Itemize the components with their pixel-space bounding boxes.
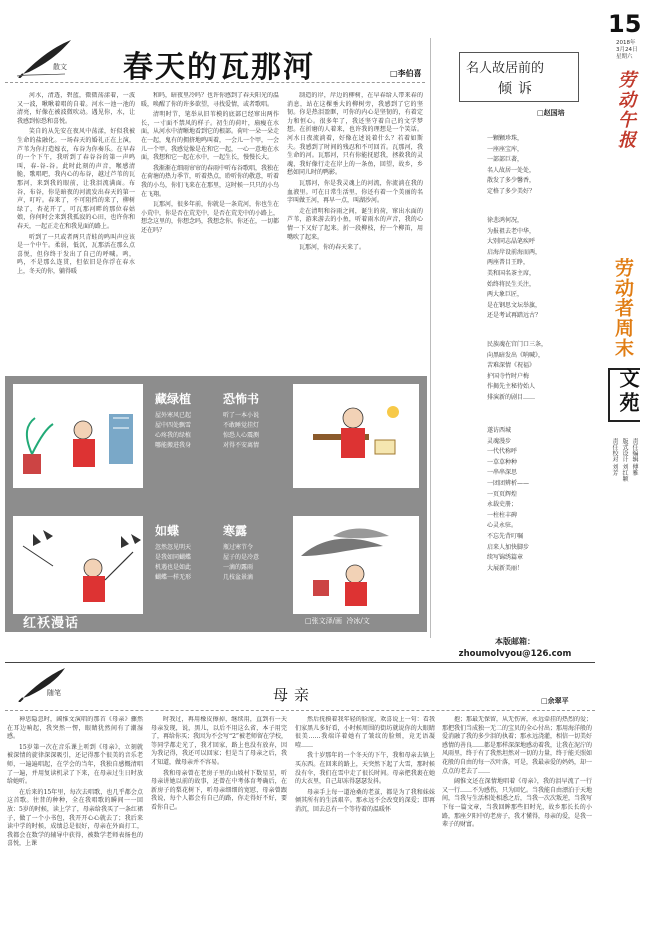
- comic-line: 是我如同蝴蝶: [155, 554, 192, 561]
- paragraph: 清明时节，笔举从旧苇模的底部已经窜出两作长，一寸面不禁风的样子。初生的荷叶，扇瘦在水面，从河水中清晰地看到它的根部。荷叶一朵一朵走在一起，鬼有的拥挤地鸣叫着，一会儿一个甲，一会儿一个甲。我感觉像是在和它一起，一心一意地在水面，我想和它一起在水中，一起生长，慢慢长大。: [141, 111, 279, 162]
- comic-line: 心疼我的绿植: [155, 432, 192, 439]
- comic-line: 一滴的露雨: [223, 564, 254, 571]
- article2-header: [5, 664, 595, 708]
- poem-line: 大别同志晶笔疾呼: [487, 238, 536, 246]
- poem-line: 是在钢思文坛举旗，: [487, 301, 542, 309]
- comic-panel-2: [293, 384, 419, 488]
- poem-line: 大展新美丽！: [487, 564, 524, 572]
- mailbox-email[interactable]: zhoumolvyou@126.com: [458, 649, 572, 659]
- poem-line: 启海岸设前海而两，: [487, 248, 542, 256]
- article1-column-2: [141, 92, 279, 370]
- cartoon-plant-icon: [13, 384, 143, 488]
- comic-line: 瓶过寒节令: [223, 544, 254, 551]
- comic-line: 不敢睡觉挂灯: [223, 422, 260, 429]
- poem-line: 两大象巨匠，: [487, 291, 524, 299]
- poem-line: 美和国名茶主席，: [487, 269, 536, 277]
- poem-line: 一代代称呼: [487, 448, 518, 456]
- cartoon-reading-icon: [293, 384, 419, 488]
- poem-line: 续写锦绣篇章: [487, 554, 524, 562]
- comic-line: 忽然忽见明天: [155, 544, 192, 551]
- section-sub: 文苑: [616, 368, 640, 416]
- poem-line: 护国寺竹时户梅: [487, 372, 530, 380]
- paragraph: 在后来的15年里，每次去唱歌，也几乎都会点这首歌。往昔的种种，全在我唱歌的瞬间一一回放：5岁的时候，读上学了，母亲给我买了一条红裙子，做了一个小书包，我开开心心就去了；我后来读中学的时候，成绩总是很好，母亲在外面打工，我都会在数学的辅导中获得，被数学老师表扬也的喜悦，上课: [7, 788, 143, 848]
- poem-line: 民族魂在宫门口三条，: [487, 341, 548, 348]
- mailbox: [440, 636, 590, 659]
- paragraph: 我渐渐在细雨帘帘的春雨中听布谷歌唱，我独在在荷塘的热力季节，听着热点，聆听你的敬意，听着我的小鸟，你们飞来在在那里，这时候一只只的小鸟在飞翔。: [141, 164, 279, 198]
- sidebar-title-bottom: 倾诉: [498, 81, 538, 97]
- paragraph: 听到了一只或者两只青蛙的鸣叫声应该是一个中午。柔弱，低沉，瓦那活在那么点喜悦，但你终于发出了自己的呼喊。鸣，鸣，不是那么连贯，但依旧是你浮在春水上，冬天的你，躺得暖: [17, 233, 135, 275]
- comic-line: 屋子的是冷意: [223, 554, 260, 561]
- masthead: [596, 0, 652, 943]
- poem-line: 一座座宝库，: [487, 145, 524, 153]
- paragraph: 然后抚摸着我年轻的脸庞，欢喜说上一句：看我们家黑儿多好看，小时候周围的街坊就说你的大眼睛很美……我端详着她有了皱纹的脸颊，竟无语凝噎……: [295, 716, 435, 749]
- comic-panel-3: [13, 516, 143, 614]
- weekday: 星期六: [616, 54, 633, 60]
- article1-header: [5, 38, 425, 84]
- date-year: 2018年: [616, 40, 636, 46]
- comic-title: 恐怖书: [223, 392, 260, 406]
- poem-line: 一串串深思: [487, 469, 518, 477]
- poem-line: 定格了多少美好？: [487, 187, 536, 195]
- sidebar-poem-box: [430, 38, 593, 638]
- comic-line: 听了一本小说: [223, 412, 260, 419]
- poem-line: 启来人加快脚步: [487, 543, 530, 551]
- comic-title: 藏绿植: [155, 392, 192, 406]
- poem-line: 苦难深情《祝福》: [487, 362, 536, 370]
- poem-line: 一柱柱丰碑: [487, 511, 518, 519]
- paragraph: 瓦那河，你是我灵魂上的河流，你流淌在我的血液里。可在日常生活里，你还有着一个美丽的名字叫做王河，再早一点，叫湖沙河。: [287, 179, 423, 205]
- poem-line: 名人故居一处处，: [487, 166, 536, 174]
- poem-line: 一草草种种: [487, 458, 518, 466]
- comic-title: 如蝶: [155, 524, 180, 538]
- poem-line: 两座普目王睁，: [487, 259, 530, 267]
- credit-1: 责任编辑 傅雅: [631, 438, 638, 476]
- paragraph: 神思隐忽时，阔惟文演唱的那首《母亲》骤然在耳边响起，我突然一愣，眼睛犹然间有了潮湿感。: [7, 716, 143, 741]
- paragraph: 15岁第一次在音乐课上听到《母亲》，立刻就被深情的旋律深深吸引，还记得那个很美的音乐老师，一遍遍唱起，在学会的当年，我独自感慨清唱了一遍，并用复读机录了下来，在母亲过生日时放给她听。: [7, 743, 143, 786]
- poem-line: 不忘先背叮嘱: [487, 532, 524, 540]
- credit-2: 版式设计 刘红颖: [621, 438, 628, 482]
- poem-line: 为报祖去老中华，: [487, 227, 536, 235]
- poem-line: 徐悲鸿何况，: [487, 217, 524, 224]
- poem-line: 一团团辨析——: [487, 479, 530, 487]
- quill-pen-icon: [15, 38, 75, 78]
- poem-line: 还是考试再踏远古？: [487, 312, 542, 320]
- sidebar-title-box: [459, 52, 579, 102]
- poem-line: 遂访西城: [487, 427, 512, 434]
- article1-column-1: [17, 92, 135, 370]
- article-tag: 散文: [53, 63, 67, 71]
- sidebar-title-top: 名人故居前的: [466, 61, 545, 76]
- poem-line: 一页页辉煌: [487, 490, 518, 498]
- comic-panel-1: [13, 384, 143, 488]
- paragraph: 河水，清透，碧蓝，微微荡漾着，一波又一波，啾啾着唱的自着。河水一池一池的清亮，好像在被波微吹动。遇见你，水，让我感到惊恐和喜悦。: [17, 92, 135, 125]
- article2-column-1: [7, 716, 143, 938]
- comic-line: 惊恐人心震测: [223, 432, 260, 439]
- divider: [5, 82, 425, 83]
- poem-line: 永载史册；: [487, 501, 518, 509]
- poem-line: 向黑暗发出《呐喊》，: [487, 351, 545, 359]
- paragraph: 母亲手上每一道沧桑的老茧，都是为了我和妹妹倾其所有的生活艰辛。那永远不会改变的深爱；即再消沉，回去总有一个等待着的温暖怀: [295, 788, 435, 813]
- poem-line: 散发了多少馨香，: [487, 177, 536, 185]
- comic-line: 机遇也是如此: [155, 564, 192, 571]
- poem-line: 灵魂漫步: [487, 437, 512, 445]
- paragraph: 时我过，再用橡皮擦掉，继续用，直到有一天母亲发现，说，黑儿，以后不用这么省，本子用完了，再给你买；我因为不会写“2”被老师留在学校，等同学都走光了，我才回家，路上也没有放弃，因为我记得，我还可以回家；但是当了母亲之后，我才知道，做母亲并不容易。: [151, 716, 287, 766]
- article-title: 春天的瓦那河: [123, 50, 315, 85]
- poem-line: 心灵永驻。: [487, 522, 518, 530]
- sidebar-author: □赵国培: [537, 108, 565, 117]
- stanza-3: [487, 340, 547, 404]
- paper-logo: 劳动午报: [615, 70, 636, 150]
- comic-text-2: [223, 390, 291, 451]
- article2-column-4: [442, 716, 592, 938]
- date-day: 3月24日: [616, 47, 638, 53]
- comic-title: 寒露: [223, 524, 248, 538]
- cartoon-leaf-icon: [293, 516, 419, 614]
- paragraph: 瓦那河，你的春天来了。: [299, 244, 366, 252]
- stanza-4: [487, 426, 529, 574]
- paragraph: 制造的岸，岸边的柳树，在早春给人带来春的消息，站在这棵垂大的柳树旁，我感到了它的坚韧。你是热泪盈眶，可你的内心是坚韧的，有着定力和恒心。很多年了，我还坚守着自己的文学梦想。在折磨的人着来，也许我的理想是一个笑话。河水日夜流淌着，好像在述说着什么？若着如斯夫。我感到了时间的残忍和不可回首。瓦那河，我生命的河。瓦那河，只有你能抚慰我，拯救我的灵魂，我好像行走在岸上的一条鱼，回望，故乡，乡愁如同儿时的鸭影。: [287, 92, 423, 177]
- stanza-1: [487, 134, 535, 198]
- comic-line: 哪能搬进我身: [155, 442, 192, 449]
- page-number: 15: [608, 10, 642, 38]
- credit-3: 责任校对 刘芳: [611, 438, 618, 476]
- article-author: □余翠平: [541, 696, 569, 705]
- divider: [5, 710, 595, 711]
- cartoon-butterfly-icon: [13, 516, 143, 614]
- stanza-2: [487, 216, 541, 322]
- article-title: 母亲: [273, 686, 316, 704]
- date-line: [616, 40, 638, 61]
- comic-text-4: [223, 522, 291, 583]
- article2-column-2: [151, 716, 287, 938]
- article1-column-3: [287, 92, 423, 370]
- poem-line: 作揭先主秘待始人: [487, 383, 536, 391]
- paragraph: 走在清明和谷雨之间，诞生的荷，窜出水面的芦苇，游来游去的小鱼，听着雨水的声音，我的心情一下又好了起来。折一段柳枝，拧一个柳笛，用嘴吹了起来。: [287, 207, 423, 241]
- comic-line: 几枝盆景滴: [223, 574, 254, 581]
- paragraph: 笑自的从先安在夜风中荡漾，好似我被生命的盐融化。一场春天的婚礼正在上演，芦苇为你打造嫁衣，布谷为你奏乐。在早春的一个下午，我听到了春谷谷的第一声鸣叫，春-谷-谷。此时此刻的声音，喉感清脆，歌唱吧，我内心的布谷，越过芦苇的瓦那河，来到我的眼前，让我泪流满面。布谷，布谷，你是暗夜的河流发出春天的第一声，叮咛。春来了，不可阻挡的来了，柳树绿了，杏花开了，可瓦那河畔的那位春姑娘，你何时会来到我孤寂的心田，也许你和春天，一起正走在和我见面的路上。: [17, 128, 135, 230]
- section-name: 劳动者周末: [612, 258, 634, 358]
- paragraph: 和吗，暗夜里冷吗？也许你感到了春天阳光的温暖，唤醒了你的许多欲望，寻找爱情，或者歌唱。: [141, 92, 279, 108]
- article-author: □李伯喜: [390, 68, 422, 78]
- comic-credit: □张文泽/画 冷冰/文: [305, 617, 370, 625]
- poem-line: 排演新的剧目……: [487, 393, 536, 401]
- article2-column-3: [295, 716, 435, 938]
- poem-line: 一颗颗珍珠，: [487, 135, 524, 142]
- poem-line: 一部部巨著，: [487, 156, 524, 164]
- comic-line: 屋中四处飘雪: [155, 422, 192, 429]
- paragraph: 我十岁那年的一个冬天的下午，我和母亲去镇上买东西。在回来的路上，天突然下起了大雪，那时候没有伞，我们在雪中走了很长时间。母亲把我裹在她的大衣里，自己却冻得瑟瑟发抖。: [295, 752, 435, 786]
- comic-line: 屋外寒风已起: [155, 412, 192, 419]
- comic-panel-4: [293, 516, 419, 614]
- paragraph: 阔惟文还在深情地唱着《母亲》，我的泪早流了一行又一行……不为感伤，只为回忆。当我能自由漂泊于天地间，当我与生活相处相悉之后，当我一次次叛逆，当我写下每一篇文章，当我回眸那些旧时光，故乡那长长的小路，那座夕阳中的老房子，我才懂得，母亲的爱，是我一辈子的财富。: [442, 778, 592, 829]
- comic-line: 对得不安离情: [223, 442, 260, 449]
- divider: [5, 662, 595, 663]
- paragraph: 瓦那河，很多年前，你就是一条荒河，你也生在小荒中，你是否在荒芜中，是否在荒芜中的小路上，想念这里的，你想念吗，我想念你。你还在，一切都还在吗？: [141, 201, 279, 234]
- paragraph: 抱；那最无保留，从无伤害，永远牵挂的热烈的爱；那把我们当成独一无二的宝贝的全心付出；那用海洋般的爱消融了我的多少泪的执着；那永远浇灌，相信一切美好感情的善良……都是那样深深地感动着我，让我在泥泞的风雨里，终于有了我然坦然对一切的力量，终于能关照如花般的自由的每一次叶落，可是，我最亲爱的妈妈，却一点点的老去了……: [442, 716, 592, 775]
- comic-line: 蝴蝶一样无形: [155, 574, 192, 581]
- mailbox-label: 本版邮箱：: [495, 636, 535, 646]
- article-tag: 随笔: [47, 689, 61, 697]
- comic-text-3: [155, 522, 223, 583]
- poem-line: 始终将民生关注，: [487, 280, 536, 288]
- comic-block: [5, 376, 427, 632]
- paragraph: 我和母亲曾在老房子里的山坡村下数星星，听母亲讲她以前的故事，还曾在中考体育考确后，在新房子的梨花树下，听母亲细细的宽慰，母亲曾跟我说，每个人都会有自己的路，你走得好不好，要看你自己。: [151, 769, 287, 811]
- comic-series-title: 红袄漫话: [23, 616, 80, 631]
